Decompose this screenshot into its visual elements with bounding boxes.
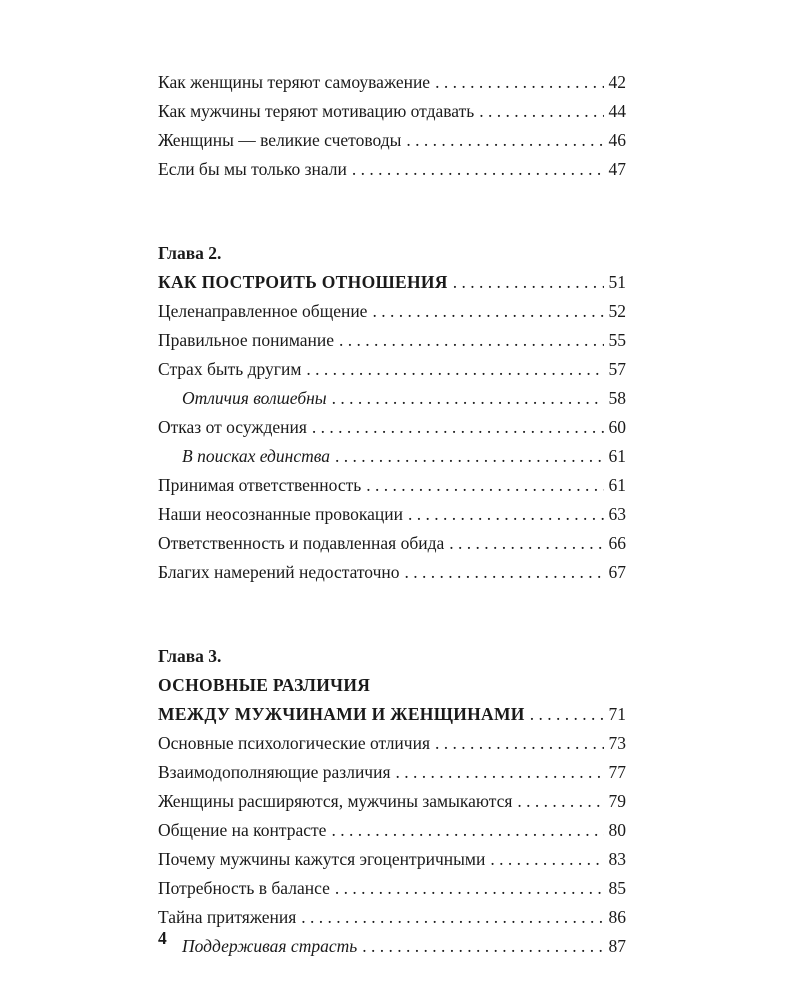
toc-entry-title: Общение на контрасте bbox=[158, 820, 327, 840]
toc-entry-title: Правильное понимание bbox=[158, 330, 335, 350]
toc-leader-dots bbox=[435, 68, 603, 97]
toc-entry[interactable] bbox=[158, 413, 626, 442]
toc-leader-dots bbox=[362, 932, 603, 961]
toc-entry-page: 79 bbox=[608, 791, 626, 811]
toc-entry-page: 60 bbox=[608, 417, 626, 437]
toc-entry-page: 55 bbox=[608, 330, 626, 350]
toc-entry-title: Потребность в балансе bbox=[158, 878, 330, 898]
toc-entry-page: 42 bbox=[608, 72, 626, 92]
toc-entry-title: Почему мужчины кажутся эгоцентричными bbox=[158, 849, 486, 869]
toc-leader-dots bbox=[339, 326, 603, 355]
toc-entry-page: 67 bbox=[608, 562, 626, 582]
toc-entry-title: Отказ от осуждения bbox=[158, 417, 307, 437]
toc-leader-dots bbox=[335, 874, 604, 903]
toc-entry-title: Принимая ответственность bbox=[158, 475, 362, 495]
toc-entry-page: 73 bbox=[608, 733, 626, 753]
toc-subentry-title: В поисках единства bbox=[182, 446, 330, 466]
toc-entry-page: 58 bbox=[608, 388, 626, 408]
toc-leader-dots bbox=[301, 903, 603, 932]
toc-entry[interactable] bbox=[158, 729, 626, 758]
toc-entry-page: 80 bbox=[608, 820, 626, 840]
toc-entry[interactable] bbox=[158, 558, 626, 587]
toc-entry-page: 86 bbox=[608, 907, 626, 927]
toc-entry-title: Основные психологические отличия bbox=[158, 733, 431, 753]
toc-entry-title: Благих намерений недостаточно bbox=[158, 562, 400, 582]
toc-subentry[interactable] bbox=[158, 442, 626, 471]
toc-entry[interactable] bbox=[158, 155, 626, 184]
toc-leader-dots bbox=[490, 845, 603, 874]
spacer bbox=[158, 587, 626, 642]
toc-entry-title: Если бы мы только знали bbox=[158, 159, 347, 179]
chapter-2-label: Глава 2. bbox=[158, 243, 222, 263]
toc-leader-dots bbox=[396, 758, 604, 787]
toc-entry-page: 46 bbox=[608, 130, 626, 150]
toc-leader-dots bbox=[408, 500, 604, 529]
toc-entry[interactable] bbox=[158, 326, 626, 355]
spacer bbox=[158, 184, 626, 239]
toc-entry[interactable] bbox=[158, 529, 626, 558]
toc-leader-dots bbox=[335, 442, 604, 471]
chapter-3-page: 71 bbox=[608, 704, 626, 724]
toc-leader-dots bbox=[406, 126, 603, 155]
toc-leader-dots bbox=[331, 816, 603, 845]
toc-entry-title: Целенаправленное общение bbox=[158, 301, 368, 321]
toc-entry-page: 52 bbox=[608, 301, 626, 321]
toc-entry-title: Наши неосознанные провокации bbox=[158, 504, 403, 524]
toc-entry-page: 87 bbox=[608, 936, 626, 956]
chapter-2-title: КАК ПОСТРОИТЬ ОТНОШЕНИЯ bbox=[158, 272, 448, 292]
toc-entry[interactable] bbox=[158, 97, 626, 126]
toc-leader-dots bbox=[479, 97, 603, 126]
toc-entry[interactable] bbox=[158, 471, 626, 500]
toc-entry[interactable] bbox=[158, 874, 626, 903]
toc-leader-dots bbox=[453, 268, 604, 297]
toc-subentry[interactable] bbox=[158, 932, 626, 961]
toc-leader-dots bbox=[530, 700, 604, 729]
toc-leader-dots bbox=[366, 471, 603, 500]
toc-entry-title: Как женщины теряют самоуважение bbox=[158, 72, 431, 92]
toc-entry[interactable] bbox=[158, 816, 626, 845]
toc-entry[interactable] bbox=[158, 500, 626, 529]
toc-subentry[interactable] bbox=[158, 384, 626, 413]
toc-entry-page: 77 bbox=[608, 762, 626, 782]
toc-entry[interactable] bbox=[158, 126, 626, 155]
chapter-2-title-entry[interactable] bbox=[158, 268, 626, 297]
toc-subentry-title: Поддерживая страсть bbox=[182, 936, 358, 956]
toc-entry-page: 85 bbox=[608, 878, 626, 898]
toc-entry-page: 61 bbox=[608, 446, 626, 466]
toc-entry-title: Взаимодополняющие различия bbox=[158, 762, 391, 782]
chapter-3-title-entry[interactable] bbox=[158, 700, 626, 729]
toc-leader-dots bbox=[352, 155, 604, 184]
toc-entry-page: 83 bbox=[608, 849, 626, 869]
toc-entry[interactable] bbox=[158, 355, 626, 384]
toc-entry[interactable] bbox=[158, 758, 626, 787]
toc-entry-page: 61 bbox=[608, 475, 626, 495]
toc-leader-dots bbox=[435, 729, 603, 758]
toc-subentry-title: Отличия волшебны bbox=[182, 388, 327, 408]
toc-leader-dots bbox=[405, 558, 604, 587]
toc-leader-dots bbox=[449, 529, 603, 558]
toc-leader-dots bbox=[332, 384, 604, 413]
toc-entry[interactable] bbox=[158, 787, 626, 816]
chapter-3-title-line-1[interactable]: ОСНОВНЫЕ РАЗЛИЧИЯ bbox=[158, 675, 371, 695]
toc-entry[interactable] bbox=[158, 68, 626, 97]
toc-leader-dots bbox=[306, 355, 603, 384]
toc-entry[interactable] bbox=[158, 903, 626, 932]
toc-leader-dots bbox=[517, 787, 603, 816]
toc-entry-page: 57 bbox=[608, 359, 626, 379]
toc-entry-title: Страх быть другим bbox=[158, 359, 302, 379]
toc-entry-title: Женщины расширяются, мужчины замыкаются bbox=[158, 791, 513, 811]
chapter-3-label: Глава 3. bbox=[158, 646, 222, 666]
toc-entry[interactable] bbox=[158, 297, 626, 326]
chapter-2-page: 51 bbox=[608, 272, 626, 292]
toc-entry-page: 47 bbox=[608, 159, 626, 179]
toc-entry-title: Тайна притяжения bbox=[158, 907, 297, 927]
chapter-3-title-line-2: МЕЖДУ МУЖЧИНАМИ И ЖЕНЩИНАМИ bbox=[158, 704, 525, 724]
toc-leader-dots bbox=[372, 297, 603, 326]
toc-entry-title: Как мужчины теряют мотивацию отдавать bbox=[158, 101, 475, 121]
toc-entry-title: Ответственность и подавленная обида bbox=[158, 533, 445, 553]
table-of-contents bbox=[158, 68, 626, 961]
page-number: 4 bbox=[158, 928, 167, 948]
toc-entry-title: Женщины — великие счетоводы bbox=[158, 130, 402, 150]
toc-entry-page: 66 bbox=[608, 533, 626, 553]
toc-entry-page: 44 bbox=[608, 101, 626, 121]
toc-leader-dots bbox=[312, 413, 604, 442]
toc-entry[interactable] bbox=[158, 845, 626, 874]
toc-entry-page: 63 bbox=[608, 504, 626, 524]
